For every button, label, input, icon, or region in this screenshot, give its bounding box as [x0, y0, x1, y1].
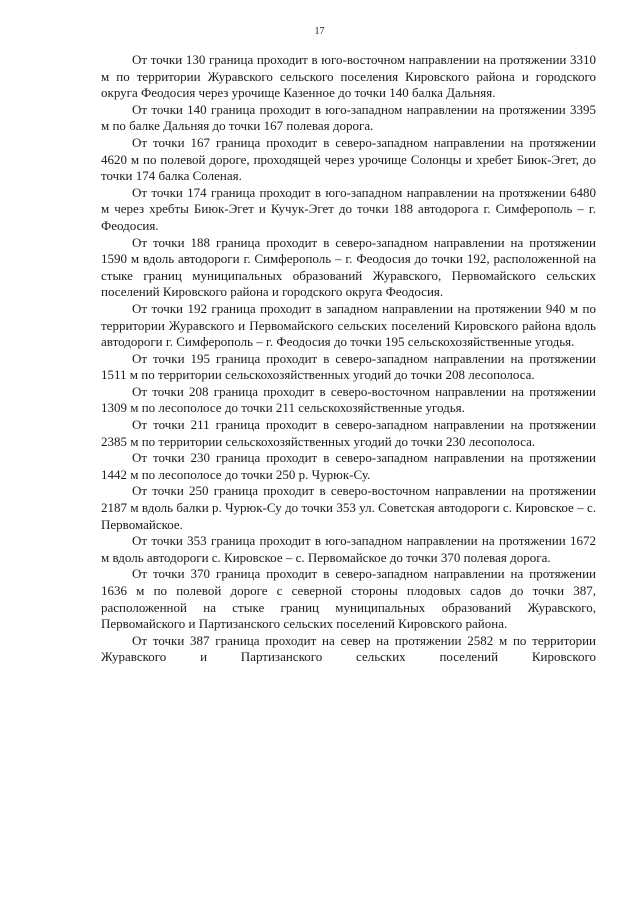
paragraph-point-250: От точки 250 граница проходит в северо-восточном направлении на протяжении 2187 м вдоль балки р. Чурюк-Су до точки 353 ул. Советская автодороги с. Кировское – с. Первомайское.: [101, 483, 596, 532]
paragraph-point-188: От точки 188 граница проходит в северо-западном направлении на протяжении 1590 м вдоль автодороги г. Симферополь – г. Феодосия до точки 192, расположенной на стыке границ муниципальных образований Журавского, Первомайского сельских поселений Кировского района и городского округа Феодосия.: [101, 234, 596, 300]
paragraph-point-130: От точки 130 граница проходит в юго-восточном направлении на протяжении 3310 м по территории Журавского сельского поселения Кировского района и городского округа Феодосия через урочище Казенное до точки 140 балка Дальняя.: [101, 52, 596, 101]
page-number: 17: [314, 26, 325, 37]
paragraph-point-140: От точки 140 граница проходит в юго-западном направлении на протяжении 3395 м по балке Дальняя до точки 167 полевая дорога.: [101, 101, 596, 134]
paragraph-point-192: От точки 192 граница проходит в западном направлении на протяжении 940 м по территории Журавского и Первомайского сельских поселений Кировского района вдоль автодороги г. Симферополь – г. Феодосия до точки 195 сельскохозяйственные угодья.: [101, 300, 596, 350]
paragraph-point-370: От точки 370 граница проходит в северо-западном направлении на протяжении 1636 м по полевой дороге с северной стороны плодовых садов до точки 387, расположенной на стыке границ муниципальных образований Журавского, Первомайского и Партизанского сельских поселений Кировского района.: [101, 566, 596, 632]
paragraph-point-353: От точки 353 граница проходит в юго-западном направлении на протяжении 1672 м вдоль автодороги с. Кировское – с. Первомайское до точки 370 полевая дорога.: [101, 533, 596, 565]
paragraph-point-195: От точки 195 граница проходит в северо-западном направлении на протяжении 1511 м по территории сельскохозяйственных угодий до точки 208 лесополоса.: [101, 350, 596, 383]
paragraph-point-230: От точки 230 граница проходит в северо-западном направлении на протяжении 1442 м по лесополосе до точки 250 р. Чурюк-Су.: [101, 450, 596, 482]
paragraph-point-208: От точки 208 граница проходит в северо-восточном направлении на протяжении 1309 м по лесополосе до точки 211 сельскохозяйственные угодья.: [101, 383, 596, 416]
paragraph-point-211: От точки 211 граница проходит в северо-западном направлении на протяжении 2385 м по территории сельскохозяйственных угодий до точки 230 лесополоса.: [101, 417, 596, 449]
paragraph-point-174: От точки 174 граница проходит в юго-западном направлении на протяжении 6480 м через хребты Биюк-Эгет и Кучук-Эгет до точки 188 автодорога г. Симферополь – г. Феодосия.: [101, 184, 596, 233]
paragraph-point-167: От точки 167 граница проходит в северо-западном направлении на протяжении 4620 м по полевой дороге, проходящей через урочище Солонцы и хребет Биюк-Эгет, до точки 174 балка Соленая.: [101, 134, 596, 184]
document-body: [101, 52, 596, 666]
paragraph-point-387: От точки 387 граница проходит на север на протяжении 2582 м по территории Журавского и Партизанского сельских поселений Кировского: [101, 632, 596, 665]
